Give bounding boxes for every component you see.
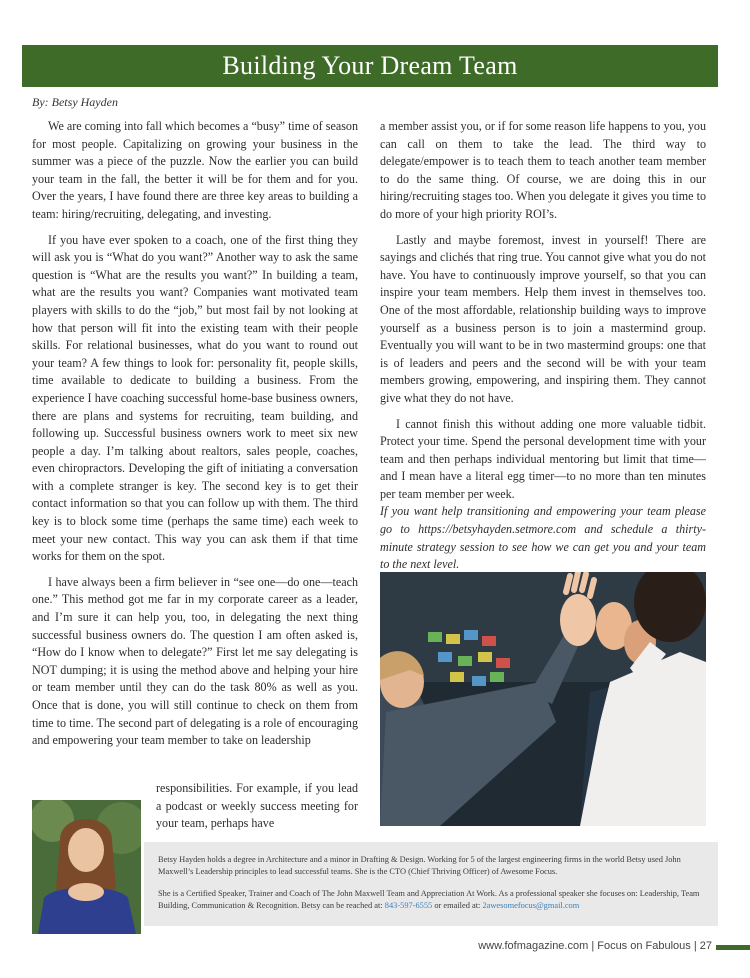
- call-to-action: If you want help transitioning and empowering your team please go to https://betsyhayden.setmore.com and schedule a thirty-minute strategy session to see how we can get you and your team to the next level.: [380, 504, 706, 572]
- byline: By: Betsy Hayden: [32, 95, 118, 109]
- author-bio-box: [144, 842, 718, 926]
- bio-contact: [158, 888, 706, 911]
- paragraph: We are coming into fall which becomes a “busy” time of season for most people. Capitalizing on growing your business in the summer was a piece of the puzzle. Now the earlier you can build your team in the fall, the better it will be for them and for you. Over the years, I have found there are three key areas to building a team: hiring/recruiting, delegating, and investing.: [32, 119, 358, 221]
- paragraph-wrap: responsibilities. For example, if you lead a podcast or weekly success meeting for your team, perhaps have: [156, 781, 358, 831]
- bio-text: or emailed at:: [432, 900, 483, 910]
- paragraph: I cannot finish this without adding one more valuable tidbit. Protect your time. Spend the personal development time with your team and then perhaps individual mentoring but limit that time—and I mean have a literal egg timer—to no more than ten minutes per team member per week.: [380, 416, 706, 501]
- team-photo-illustration: [380, 572, 706, 826]
- team-high-five-photo: [380, 572, 706, 826]
- column-left: [32, 118, 358, 758]
- column-right: [380, 118, 706, 582]
- phone-link[interactable]: 843-597-6555: [384, 900, 433, 910]
- paragraph: I have always been a firm believer in “see one—do one—teach one.” This method got me far in my corporate career as a leader, and I’m sure it can help you, too, in delegating the next thing successful business owners do. The question I am often asked is, “How do I know when to delegate?” First let me say delegating is NOT dumping; it is using the method above and helping your hire or team member until they can do the task 80% as well as you. Once that is done, you will still continue to check on them from time to time. The second part of delegating is a role of encouraging and empowering your team member to take on leadership: [32, 574, 358, 748]
- footer-accent-bar: [716, 945, 750, 950]
- bio-text: She is a Certified Speaker, Trainer and Coach of The John Maxwell Team and Appreciation At Work. As a professional speaker she focuses on: Leadership, Team Building, Communication & Recognition. Betsy can be reached at:: [158, 889, 700, 910]
- article-title: Building Your Dream Team: [22, 45, 718, 87]
- email-link[interactable]: 2awesomefocus@gmail.com: [482, 900, 580, 910]
- paragraph: If you have ever spoken to a coach, one of the first thing they will ask you is “What do you want?” Another way to ask the same question is “What are the results you want?” In building a team, what are the results you want? Companies want motivated team players with skills to do the “job,” but most fail by not looking at how that person will fit into the existing team with their people skills. For relational businesses, what do you want to round out your team? A few things to look for: personality fit, people skills, time available to dedicate to building a business. From the experience I have coaching successful home-base business owners, there are plans and systems for recruiting, team building, and following up. Successful business owners work to meet six new people a day. I’m talking about realtors, sales people, coaches, even chiropractors. Developing the gift of initiating a conversation with a complete stranger is key. The second key is to get their contact information so that you can follow up with them. The third key is to block some time (perhaps the same time) each week to meet your new contact. This way you can ask them if that time works for them on the spot.: [32, 232, 358, 564]
- bio-line: Betsy Hayden holds a degree in Architecture and a minor in Drafting & Design. Working for 5 of the largest engineering firms in the world Betsy used John Maxwell’s Leadership principles to lead successful teams. She is the CTO (Chief Thriving Officer) of Awesome Focus.: [158, 855, 681, 876]
- paragraph: Lastly and maybe foremost, invest in yourself! There are sayings and clichés that ring true. You cannot give what you do not have. You have to continuously improve yourself, so that you can inspire your team members. Help them invest in themselves too. One of the most affordable, relationship building ways to improve yourself as a business person is to join a mastermind group. Eventually you will want to be in two mastermind groups: one that is of leaders and peers and the second will be with your team members growing, empowering, and inspiring them. They cannot give what they do not have.: [380, 232, 706, 405]
- author-headshot-illustration: [32, 800, 141, 934]
- page-footer: www.fofmagazine.com | Focus on Fabulous | 27: [478, 940, 712, 952]
- author-headshot: [32, 800, 141, 934]
- paragraph: a member assist you, or if for some reason life happens to you, you can call on them to take the lead. The third way to delegate/empower is to teach them to teach another team member to do the same thing. Of course, we are doing this in our hiring/recruiting stages too. When you delegate it gives you time to do more of your high priority ROI’s.: [380, 119, 706, 221]
